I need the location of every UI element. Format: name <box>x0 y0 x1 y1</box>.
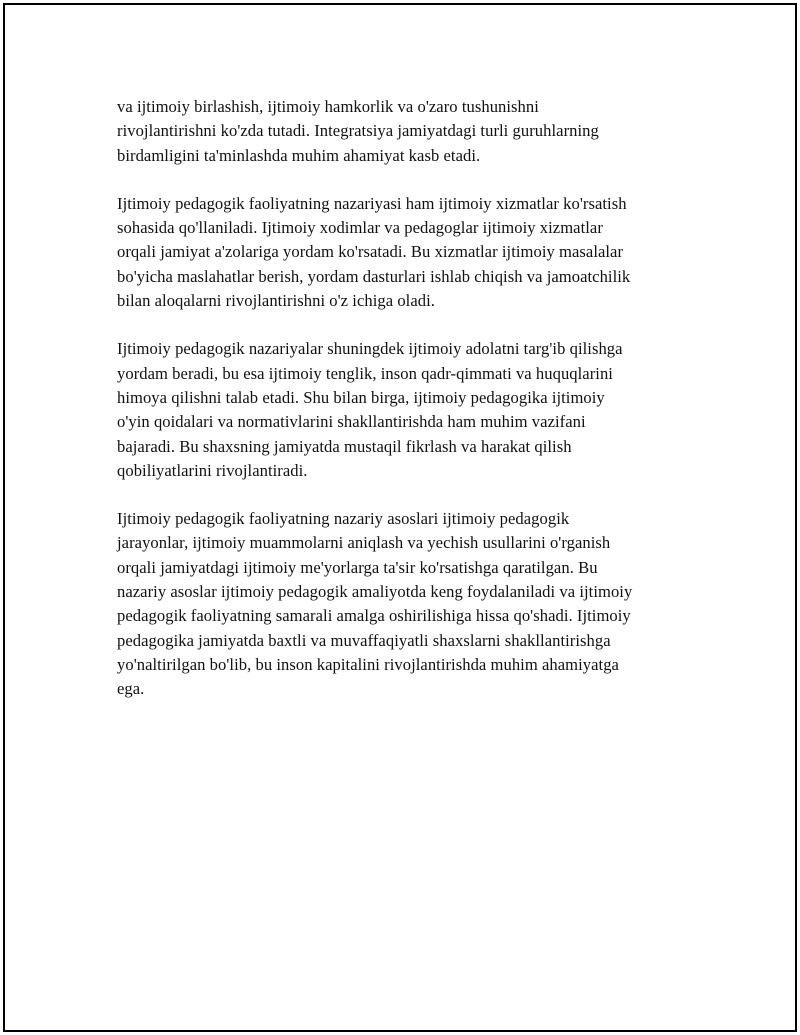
text-line: bajaradi. Bu shaxsning jamiyatda mustaqil fikrlash va harakat qilish <box>117 436 572 456</box>
text-line: orqali jamiyat a'zolariga yordam ko'rsatadi. Bu xizmatlar ijtimoiy masalalar <box>117 242 624 262</box>
text-line: pedagogika jamiyatda baxtli va muvaffaqiyatli shaxslarni shakllantirishga <box>117 630 611 650</box>
text-line: nazariy asoslar ijtimoiy pedagogik amaliyotda keng foydalaniladi va ijtimoiy <box>117 582 633 602</box>
text-line: bilan aloqalarni rivojlantirishni o'z ichiga oladi. <box>117 291 435 311</box>
text-line: rivojlantirishni ko'zda tutadi. Integratsiya jamiyatdagi turli guruhlarning <box>117 121 599 141</box>
text-line: pedagogik faoliyatning samarali amalga oshirilishiga hissa qo'shadi. Ijtimoiy <box>117 606 631 626</box>
text-line: orqali jamiyatdagi ijtimoiy me'yorlarga ta'sir ko'rsatishga qaratilgan. Bu <box>117 557 598 577</box>
text-line: birdamligini ta'minlashda muhim ahamiyat kasb etadi. <box>117 145 481 165</box>
text-line: Ijtimoiy pedagogik nazariyalar shuningdek ijtimoiy adolatni targ'ib qilishga <box>117 339 623 359</box>
text-line: qobiliyatlarini rivojlantiradi. <box>117 460 308 480</box>
text-line: ega. <box>117 679 145 699</box>
text-line: bo'yicha maslahatlar berish, yordam dasturlari ishlab chiqish va jamoatchilik <box>117 266 631 286</box>
document-page <box>3 3 797 1032</box>
paragraph-4 <box>117 507 697 701</box>
text-line: jarayonlar, ijtimoiy muammolarni aniqlash va yechish usullarini o'rganish <box>117 533 611 553</box>
text-line: o'yin qoidalari va normativlarini shakllantirishda ham muhim vazifani <box>117 412 586 432</box>
text-line: yordam beradi, bu esa ijtimoiy tenglik, inson qadr-qimmati va huquqlarini <box>117 363 613 383</box>
text-line: Ijtimoiy pedagogik faoliyatning nazariy asoslari ijtimoiy pedagogik <box>117 509 570 529</box>
text-line: himoya qilishni talab etadi. Shu bilan birga, ijtimoiy pedagogika ijtimoiy <box>117 387 605 407</box>
text-line: Ijtimoiy pedagogik faoliyatning nazariyasi ham ijtimoiy xizmatlar ko'rsatish <box>117 193 627 213</box>
text-line: va ijtimoiy birlashish, ijtimoiy hamkorlik va o'zaro tushunishni <box>117 97 539 116</box>
paragraph-1 <box>117 95 697 168</box>
paragraph-3 <box>117 337 697 483</box>
document-body <box>117 95 697 726</box>
paragraph-2 <box>117 192 697 313</box>
text-line: yo'naltirilgan bo'lib, bu inson kapitalini rivojlantirishda muhim ahamiyatga <box>117 654 619 674</box>
text-line: sohasida qo'llaniladi. Ijtimoiy xodimlar va pedagoglar ijtimoiy xizmatlar <box>117 218 603 238</box>
